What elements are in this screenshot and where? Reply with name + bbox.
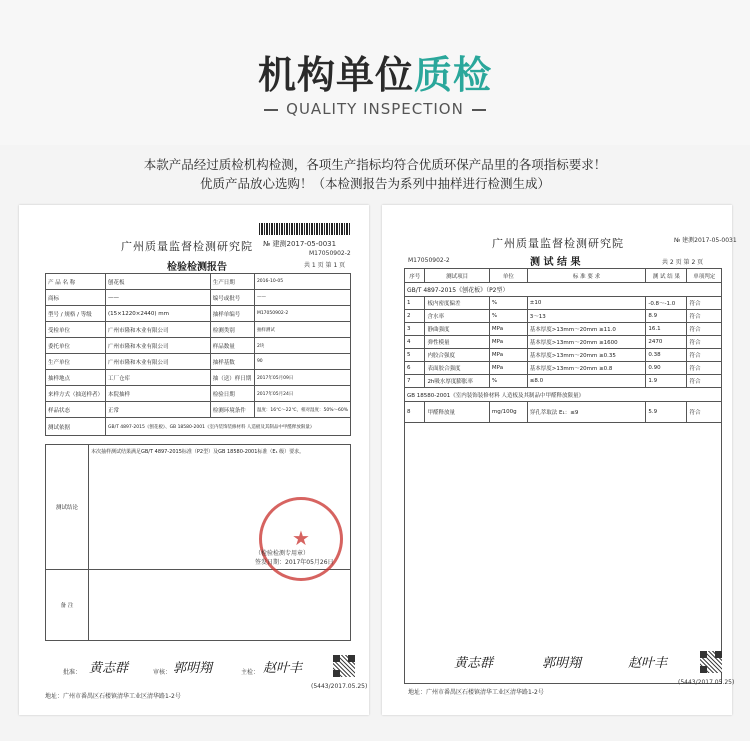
cell-label: 样品数量: [210, 338, 254, 354]
result-cell: 1.9: [646, 375, 687, 388]
remarks-cell: [89, 570, 351, 641]
table-row: [405, 336, 722, 349]
cell-label: 生产日期: [210, 274, 254, 290]
result-cell: 基本厚度>13mm～20mm ≥1600: [527, 336, 646, 349]
result-cell: MPa: [489, 362, 527, 375]
subtitle-left-line: [264, 109, 278, 111]
approve-label: 批准：: [63, 669, 82, 676]
report2-number: № 建测2017-05-0031: [674, 237, 737, 244]
result-cell: 甲醛释放量: [425, 402, 489, 423]
result-cell: MPa: [489, 323, 527, 336]
signature2-inspector: 赵叶丰: [628, 656, 668, 671]
title-dark: 机构单位: [257, 53, 414, 97]
signature-approver: 黄志群: [89, 661, 129, 676]
cell-value: 广州市隆和木业有限公司: [106, 322, 211, 338]
result-cell: 基本厚度>13mm～20mm ≥0.8: [527, 362, 646, 375]
cell-value: 抽样测试: [254, 322, 350, 338]
subtitle-right-line: [472, 109, 486, 111]
report-info-table: [45, 273, 351, 436]
header-cell: 标 准 要 求: [527, 269, 646, 283]
result-cell: 0.38: [646, 349, 687, 362]
footer2-code: (5443/2017.05.25): [678, 679, 735, 686]
result-cell: 基本厚度>13mm～20mm ≥11.0: [527, 323, 646, 336]
cell-label: 检测环境条件: [210, 402, 254, 418]
result-cell: 基本厚度>13mm～20mm ≥0.35: [527, 349, 646, 362]
qr-code-icon: [333, 655, 355, 677]
footer-code: (5443/2017.05.25): [311, 683, 368, 690]
result-cell: 1: [405, 297, 425, 310]
table-row: [46, 354, 351, 370]
report-org: 广州质量监督检测研究院: [121, 240, 253, 253]
report2-code: M17050902-2: [408, 257, 450, 264]
report-page: 共 1 页 第 1 页: [304, 262, 346, 269]
report2-title: 测 试 结 果: [530, 257, 581, 268]
table-row: [46, 274, 351, 290]
result-cell: 符合: [687, 297, 722, 310]
table-row: [46, 402, 351, 418]
result-cell: MPa: [489, 336, 527, 349]
table-row: [46, 386, 351, 402]
result-cell: %: [489, 375, 527, 388]
stamp-label: （检验检测专用章）: [255, 550, 310, 557]
remarks-label: 备 注: [46, 570, 89, 641]
table-row: [405, 375, 722, 388]
cell-label: 抽样地点: [46, 370, 106, 386]
cell-label: 生产单位: [46, 354, 106, 370]
result-cell: 7: [405, 375, 425, 388]
result-cell: 符合: [687, 375, 722, 388]
header-cell: 序号: [405, 269, 425, 283]
report-sheet-results: [382, 205, 737, 715]
result-cell: 2470: [646, 336, 687, 349]
table-row: [46, 290, 351, 306]
result-cell: 16.1: [646, 323, 687, 336]
report2-org: 广州质量监督检测研究院: [492, 237, 624, 250]
table-row: [46, 322, 351, 338]
result-cell: 穿孔萃取法 E₁：≤9: [527, 402, 646, 423]
barcode: [259, 223, 351, 235]
cell-label: 样品状态: [46, 402, 106, 418]
intro-line-1: 本款产品经过质检机构检测，各项生产指标均符合优质环保产品里的各项指标要求！: [143, 157, 607, 172]
cell-value: 广州市隆和木业有限公司: [106, 338, 211, 354]
result-cell: 5: [405, 349, 425, 362]
cell-label: 委托单位: [46, 338, 106, 354]
table-row: [46, 306, 351, 322]
cell-value: 温度：16℃～22℃，相对湿度：50%～60%: [254, 402, 350, 418]
section-title: GB/T 4897-2015《刨花板》（P2型）: [405, 283, 722, 297]
results-table: [404, 268, 722, 684]
cell-value: ——: [254, 290, 350, 306]
subtitle: [0, 100, 750, 118]
table-header-row: [405, 269, 722, 283]
result-cell: -0.8～-1.0: [646, 297, 687, 310]
footer2-address: 地址：广州市番禺区石楼镇清华工业区清华路1-2号: [408, 689, 544, 696]
header-cell: 测试项目: [425, 269, 489, 283]
official-stamp: [259, 497, 343, 581]
cell-label: 抽样单编号: [210, 306, 254, 322]
cell-label: 测试依据: [46, 418, 106, 436]
result-cell: %: [489, 310, 527, 323]
header-cell: 单位: [489, 269, 527, 283]
conclusion-label: 测试结论: [46, 445, 89, 570]
result-cell: 3～13: [527, 310, 646, 323]
cell-value: 2017年05月24日: [254, 386, 350, 402]
result-cell: 符合: [687, 362, 722, 375]
cell-value: 刨花板: [106, 274, 211, 290]
table-row: [405, 362, 722, 375]
result-cell: 符合: [687, 349, 722, 362]
table-row: [405, 297, 722, 310]
section-title: GB 18580-2001《室内装饰装修材料 人造板及其制品中甲醛释放限量》: [405, 388, 722, 402]
cell-value: 2016-10-05: [254, 274, 350, 290]
result-cell: 符合: [687, 336, 722, 349]
inspector-label: 主检：: [241, 669, 260, 676]
cell-value: GB/T 4897-2015《刨花板》、GB 18580-2001《室内装饰装修材料 人造板及其制品中甲醛释放限量》: [106, 418, 351, 436]
result-cell: 符合: [687, 323, 722, 336]
blank-cell: [405, 423, 722, 684]
section-row: [405, 388, 722, 402]
report-code: M17050902-2: [309, 250, 351, 257]
result-cell: 静曲强度: [425, 323, 489, 336]
intro-line-2: 优质产品放心选购！（本检测报告为系列中抽样进行检测生成）: [199, 176, 550, 191]
result-cell: 表面胶合强度: [425, 362, 489, 375]
result-cell: ±10: [527, 297, 646, 310]
cell-label: 产 品 名 称: [46, 274, 106, 290]
cell-value: ——: [106, 290, 211, 306]
cell-value: 工厂仓库: [106, 370, 211, 386]
cell-value: 本院抽样: [106, 386, 211, 402]
header-cell: 单项判定: [687, 269, 722, 283]
cell-label: 型号 / 规格 / 等级: [46, 306, 106, 322]
title-accent: 质检: [414, 53, 493, 97]
cell-value: 正常: [106, 402, 211, 418]
table-row: [405, 402, 722, 423]
cell-value: M17050902-2: [254, 306, 350, 322]
cell-label: 来样方式（抽送样者）: [46, 386, 106, 402]
cell-label: 检测类别: [210, 322, 254, 338]
signature-reviewer: 郭明翔: [173, 661, 213, 676]
result-cell: ≤8.0: [527, 375, 646, 388]
result-cell: 2h吸水厚度膨胀率: [425, 375, 489, 388]
result-cell: 6: [405, 362, 425, 375]
result-cell: mg/100g: [489, 402, 527, 423]
footer-address: 地址：广州市番禺区石楼镇清华工业区清华路1-2号: [45, 693, 181, 700]
report-number: № 建测2017-05-0031: [263, 240, 337, 248]
cell-value: 90: [254, 354, 350, 370]
header-cell: 测 试 结 果: [646, 269, 687, 283]
cell-value: 2017年05月09日: [254, 370, 350, 386]
result-cell: 板内密度偏差: [425, 297, 489, 310]
result-cell: 符合: [687, 402, 722, 423]
result-cell: 0.90: [646, 362, 687, 375]
report2-page: 共 2 页 第 2 页: [662, 259, 704, 266]
result-cell: 内胶合强度: [425, 349, 489, 362]
page-title: [0, 44, 750, 99]
cell-value: (15×1220×2440) mm: [106, 306, 211, 322]
issue-date: 签发日期：2017年05月26日: [255, 559, 334, 566]
cell-value: 2块: [254, 338, 350, 354]
report-sheet-cover: [19, 205, 369, 715]
table-row: [405, 349, 722, 362]
conclusion-text: 本次抽样测试结果满足GB/T 4897-2015标准（P2型）及GB 18580-2001标准（E₁ 级）要求。: [89, 445, 351, 570]
subtitle-text: QUALITY INSPECTION: [286, 100, 464, 118]
result-cell: 8: [405, 402, 425, 423]
result-cell: 4: [405, 336, 425, 349]
qr-code2-icon: [700, 651, 722, 673]
table-row: [46, 338, 351, 354]
section-row: [405, 283, 722, 297]
result-cell: %: [489, 297, 527, 310]
signature2-reviewer: 郭明翔: [542, 656, 582, 671]
cell-label: 检验日期: [210, 386, 254, 402]
result-cell: 8.9: [646, 310, 687, 323]
report-title: 检验检测报告: [167, 262, 227, 273]
result-cell: 符合: [687, 310, 722, 323]
signature2-approver: 黄志群: [454, 656, 494, 671]
table-row: [405, 310, 722, 323]
blank-row: [405, 423, 722, 684]
intro-text: [0, 155, 750, 193]
stamp-star-icon: ★: [292, 526, 310, 550]
cell-label: 商标: [46, 290, 106, 306]
result-cell: 3: [405, 323, 425, 336]
result-cell: 5.9: [646, 402, 687, 423]
result-cell: 弹性模量: [425, 336, 489, 349]
signature-inspector: 赵叶丰: [263, 661, 303, 676]
result-cell: MPa: [489, 349, 527, 362]
cell-value: 广州市隆和木业有限公司: [106, 354, 211, 370]
review-label: 审核：: [153, 669, 172, 676]
table-row: [46, 418, 351, 436]
table-row: [405, 323, 722, 336]
cell-label: 受检单位: [46, 322, 106, 338]
cell-label: 抽样基数: [210, 354, 254, 370]
cell-label: 抽（送）样日期: [210, 370, 254, 386]
result-cell: 2: [405, 310, 425, 323]
result-cell: 含水率: [425, 310, 489, 323]
table-row: [46, 370, 351, 386]
cell-label: 编号或批号: [210, 290, 254, 306]
